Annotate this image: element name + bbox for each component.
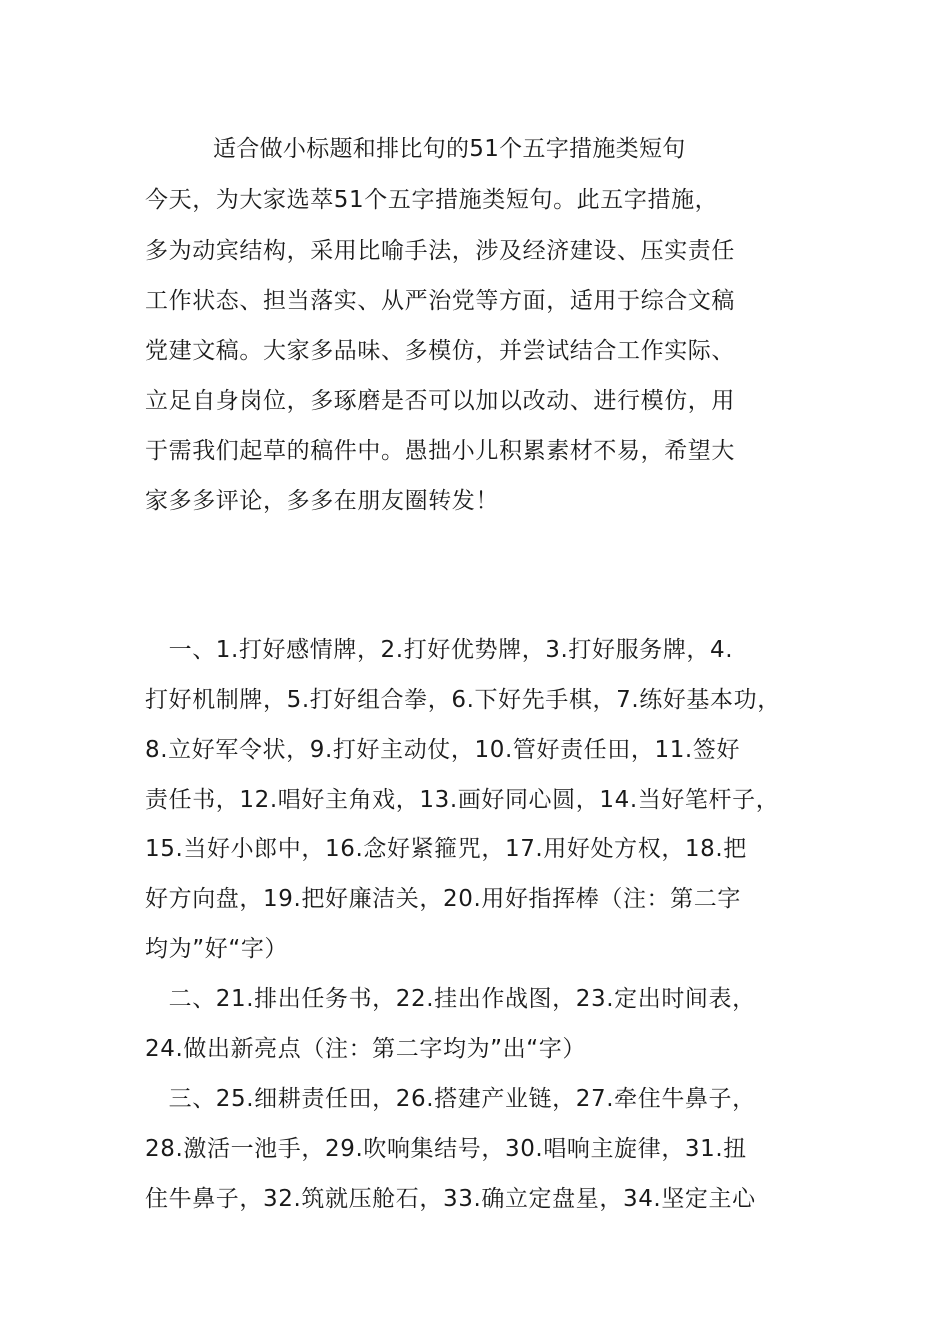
section1-line-6: 好方向盘，19.把好廉洁关，20.用好指挥棒（注：第二字 xyxy=(145,886,741,912)
intro-line-6: 于需我们起草的稿件中。愚拙小儿积累素材不易，希望大 xyxy=(145,438,735,464)
section1-line-5: 15.当好小郎中，16.念好紧箍咒，17.用好处方权，18.把 xyxy=(145,836,747,862)
section1-line-4: 责任书，12.唱好主角戏，13.画好同心圆，14.当好笔杆子， xyxy=(145,787,780,813)
section1-line-7: 均为”好“字） xyxy=(145,936,289,962)
section2-line-2: 24.做出新亮点（注：第二字均为”出“字） xyxy=(145,1036,587,1062)
intro-line-1: 今天，为大家选萃51个五字措施类短句。此五字措施， xyxy=(145,187,719,213)
intro-line-7: 家多多评论，多多在朋友圈转发！ xyxy=(145,488,499,514)
section2-line-1: 二、21.排出任务书，22.挂出作战图，23.定出时间表， xyxy=(145,986,756,1012)
intro-line-3: 工作状态、担当落实、从严治党等方面，适用于综合文稿 xyxy=(145,288,735,314)
intro-line-4: 党建文稿。大家多品味、多模仿，并尝试结合工作实际、 xyxy=(145,338,735,364)
intro-line-2: 多为动宾结构，采用比喻手法，涉及经济建设、压实责任 xyxy=(145,238,735,264)
section3-line-2: 28.激活一池手，29.吹响集结号，30.唱响主旋律，31.扭 xyxy=(145,1136,747,1162)
section1-line-1: 一、1.打好感情牌，2.打好优势牌，3.打好服务牌，4. xyxy=(145,637,734,663)
section1-line-3: 8.立好军令状，9.打好主动仗，10.管好责任田，11.签好 xyxy=(145,737,741,763)
section1-line-2: 打好机制牌，5.打好组合拳，6.下好先手棋，7.练好基本功， xyxy=(145,687,781,713)
intro-line-5: 立足自身岗位，多琢磨是否可以加以改动、进行模仿，用 xyxy=(145,388,735,414)
section3-line-3: 住牛鼻子，32.筑就压舱石，33.确立定盘星，34.坚定主心 xyxy=(145,1186,756,1212)
section3-line-1: 三、25.细耕责任田，26.搭建产业链，27.牵住牛鼻子， xyxy=(145,1086,756,1112)
document-title: 适合做小标题和排比句的51个五字措施类短句 xyxy=(213,136,686,162)
